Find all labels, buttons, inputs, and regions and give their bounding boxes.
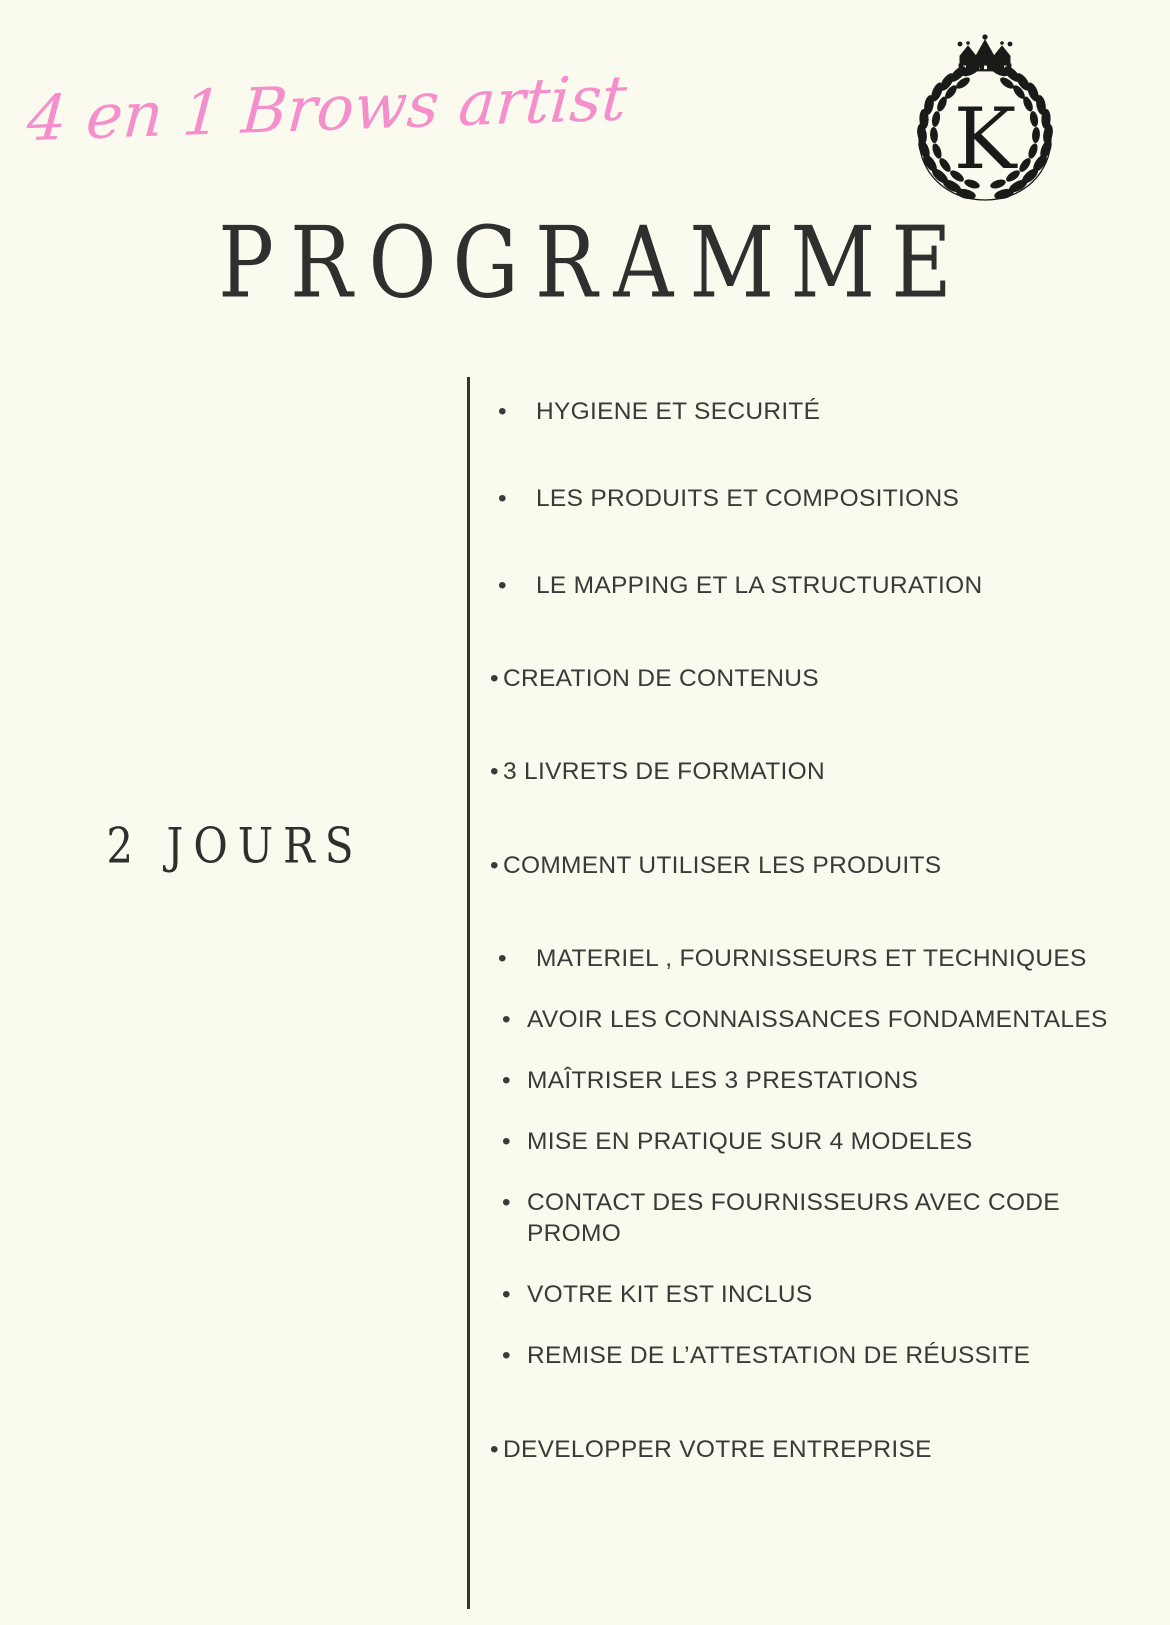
program-item-label: CONTACT DES FOURNISSEURS AVEC CODE PROMO	[527, 1189, 1060, 1248]
bullet-dot-icon: •	[498, 944, 507, 972]
program-item-label: VOTRE KIT EST INCLUS	[527, 1281, 813, 1309]
program-item-label: MAÎTRISER LES 3 PRESTATIONS	[527, 1066, 919, 1094]
duration-label: 2 JOURS	[106, 817, 364, 875]
program-item	[502, 1004, 1150, 1035]
bullet-dot-icon: •	[490, 851, 499, 879]
program-item-label: AVOIR LES CONNAISSANCES FONDAMENTALES	[527, 1005, 1108, 1033]
program-item-label: HYGIENE ET SECURITÉ	[536, 398, 821, 425]
program-item	[502, 1065, 1150, 1096]
program-item-label: MISE EN PRATIQUE SUR 4 MODELES	[527, 1127, 973, 1155]
program-item	[490, 663, 1150, 694]
program-item-label: 3 LIVRETS DE FORMATION	[503, 758, 825, 786]
bullet-dot-icon: •	[502, 1127, 511, 1155]
program-item	[502, 1187, 1150, 1249]
bullet-dot-icon: •	[502, 1342, 511, 1370]
bullet-dot-icon: •	[498, 398, 507, 425]
program-item-label: MATERIEL , FOURNISSEURS ET TECHNIQUES	[536, 944, 1087, 972]
bullet-dot-icon: •	[498, 572, 507, 600]
page-title: PROGRAMME	[218, 205, 968, 321]
bullet-dot-icon: •	[490, 758, 499, 786]
bullet-dot-icon: •	[490, 665, 499, 693]
program-item-label: REMISE DE L’ATTESTATION DE RÉUSSITE	[527, 1342, 1031, 1370]
program-item	[490, 756, 1150, 787]
program-item-label: COMMENT UTILISER LES PRODUITS	[503, 851, 942, 879]
program-item-label: DEVELOPPER VOTRE ENTREPRISE	[503, 1435, 932, 1463]
program-item	[498, 396, 1150, 427]
bullet-dot-icon: •	[498, 485, 507, 513]
program-item	[490, 1434, 1150, 1465]
bullet-dot-icon: •	[502, 1189, 511, 1217]
bullet-dot-icon: •	[502, 1281, 511, 1309]
program-item-label: CREATION DE CONTENUS	[503, 665, 819, 693]
program-list	[490, 396, 1150, 1495]
bullet-dot-icon: •	[490, 1435, 499, 1463]
bullet-dot-icon: •	[502, 1005, 511, 1033]
program-item	[502, 1126, 1150, 1157]
program-item-label: LES PRODUITS ET COMPOSITIONS	[536, 485, 960, 513]
crowned-laurel-k-monogram-icon	[895, 28, 1075, 228]
bullet-dot-icon: •	[502, 1066, 511, 1094]
program-item	[502, 1279, 1150, 1310]
program-item	[502, 1340, 1150, 1371]
program-item	[498, 943, 1150, 974]
program-item	[490, 850, 1150, 881]
program-item-label: LE MAPPING ET LA STRUCTURATION	[536, 572, 983, 600]
program-item	[498, 483, 1150, 514]
brand-script-title	[24, 61, 834, 172]
brand-script-text: 4 en 1 Brows artist	[24, 61, 630, 156]
monogram-letter: K	[953, 90, 1017, 188]
program-item	[498, 570, 1150, 601]
vertical-divider	[467, 377, 470, 1609]
